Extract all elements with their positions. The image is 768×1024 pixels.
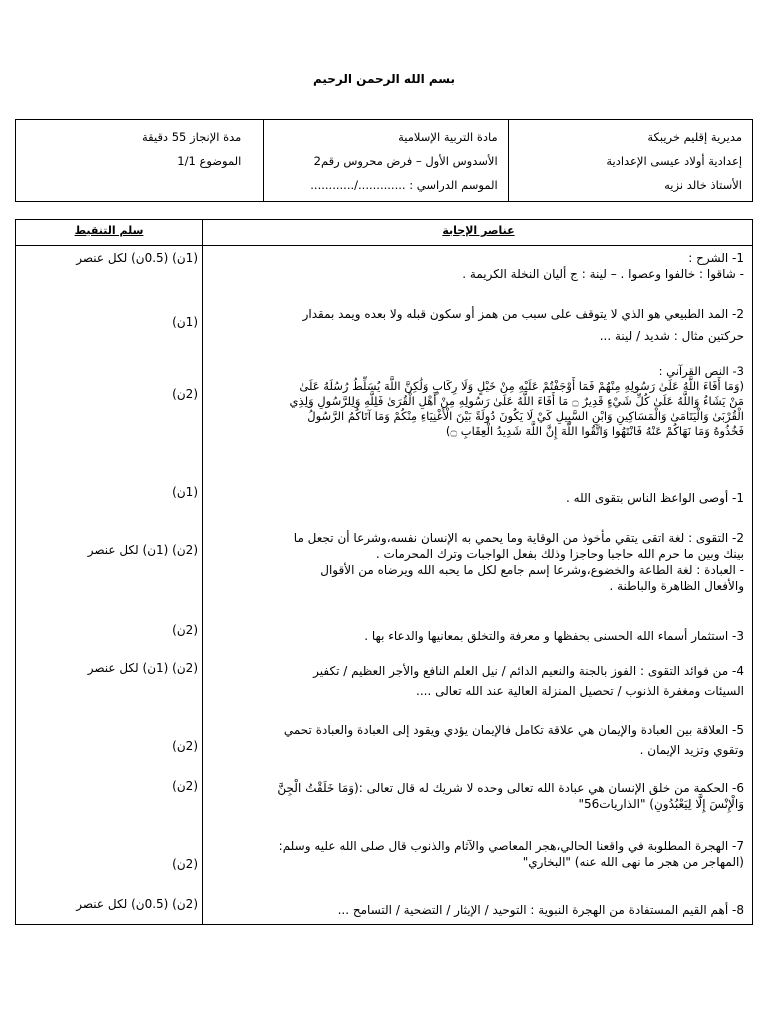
- answer-line: والأفعال الظاهرة والباطنة .: [609, 579, 744, 593]
- answer-line: 4- من فوائد التقوى : الفوز بالجنة والنعيم الدائم / نيل العلم النافع والأجر العظيم / تكفير: [313, 664, 744, 678]
- answer-line: السيئات ومغفرة الذنوب / تحصيل المنزلة العالية عند الله تعالى ....: [416, 684, 744, 698]
- header-subject-number: الموضوع 1/1: [177, 154, 242, 168]
- score-cell: (2ن): [172, 387, 198, 401]
- answer-item: [212, 628, 744, 644]
- header-semester: الأسدوس الأول – فرض محروس رقم2: [313, 154, 498, 168]
- quran-line: فَخُذُوهُ وَمَا نَهَاكُمْ عَنْهُ فَانْتَهُوا وَاتَّقُوا اللَّهَ إِنَّ اللَّهَ شَدِيدُ الْعِقَابِ ۝): [445, 424, 744, 438]
- answer-item: [212, 250, 744, 282]
- answer-line: وتقوي وتزيد الإيمان .: [639, 743, 744, 757]
- header-school-info: [508, 120, 752, 201]
- score-cell: (2ن): [172, 623, 198, 637]
- header-subject: مادة التربية الإسلامية: [398, 130, 498, 144]
- answer-item: [212, 838, 744, 870]
- header-exam-info: [16, 120, 263, 201]
- answer-item: [212, 663, 744, 699]
- answer-line: وَالْإِنْسَ إِلَّا لِيَعْبُدُونِ) "الذاريات56": [578, 797, 744, 811]
- column-header-scores: سلم التنقيط: [74, 224, 144, 237]
- score-cell: (2ن) (1ن) لكل عنصر: [87, 543, 198, 557]
- answer-line: بينك وبين ما حرم الله حاجبا وحاجزا وذلك بفعل الواجبات وترك المحرمات .: [375, 547, 744, 561]
- quran-line: (وَمَا أَفَاءَ اللَّهُ عَلَىٰ رَسُولِهِ مِنْهُمْ فَمَا أَوْجَفْتُمْ عَلَيْهِ مِنْ خَيْلٍ وَلَا رِكَابٍ وَلَٰكِنَّ اللَّهَ يُسَلِّطُ رُسُلَهُ عَلَىٰ: [299, 379, 744, 393]
- answer-item: [212, 780, 744, 812]
- header-subject-info: [263, 120, 507, 201]
- answer-item: [212, 364, 744, 439]
- answer-line: حركتين مثال : شديد / لينة ...: [599, 329, 744, 343]
- score-cell: (2ن) (1ن) لكل عنصر: [87, 661, 198, 675]
- answer-line: 1- الشرح :: [688, 251, 744, 265]
- column-divider: [202, 220, 203, 924]
- score-cell: (2ن): [172, 739, 198, 753]
- answer-item: [212, 530, 744, 594]
- header-school-year: الموسم الدراسي : ............./............: [310, 178, 498, 192]
- grading-table: [15, 219, 753, 925]
- answer-line: 1- أوصى الواعظ الناس بتقوى الله .: [565, 491, 744, 505]
- score-cell: (2ن): [172, 779, 198, 793]
- score-cell: (1ن): [172, 485, 198, 499]
- header-table: [15, 119, 753, 202]
- answer-item: [212, 722, 744, 758]
- answer-line: - شاقوا : خالفوا وعصوا . – لينة : ج أليان النخلة الكريمة .: [462, 267, 744, 281]
- answer-line: (المهاجر من هجر ما نهى الله عنه) "البخاري": [522, 855, 744, 869]
- answer-line: 5- العلاقة بين العبادة والإيمان هي علاقة تكامل فالإيمان يؤدي ويقود إلى العبادة والعبادة تحمي: [283, 723, 744, 737]
- answer-line: 8- أهم القيم المستفادة من الهجرة النبوية : التوحيد / الإيثار / التضحية / التسامح ...: [337, 903, 744, 917]
- answer-line: 6- الحكمة من خلق الإنسان هي عبادة الله تعالى وحده لا شريك له قال تعالى :(وَمَا خَلَقْتُ الْجِنَّ: [277, 781, 744, 795]
- header-teacher: الأستاذ خالد نزيه: [664, 178, 743, 192]
- answer-item: [212, 902, 744, 918]
- answer-line: 3- استثمار أسماء الله الحسنى بحفظها و معرفة والتخلق بمعانيها والدعاء بها .: [364, 629, 744, 643]
- basmala-heading: بسم الله الرحمن الرحيم: [312, 72, 456, 86]
- score-cell: (1ن) (0.5ن) لكل عنصر: [76, 251, 198, 265]
- answer-line: 7- الهجرة المطلوبة في واقعنا الحالي،هجر المعاصي والآثام والذنوب قال صلى الله عليه وسلم:: [278, 839, 744, 853]
- answer-line: - العبادة : لغة الطاعة والخضوع،وشرعا إسم جامع لكل ما يحبه الله ويرضاه من الأقوال: [320, 563, 744, 577]
- quran-line: مَنْ يَشَاءُ وَاللَّهُ عَلَىٰ كُلِّ شَيْءٍ قَدِيرٌ ۝ مَا أَفَاءَ اللَّهُ عَلَىٰ رَسُولِهِ مِنْ أَهْلِ الْقُرَىٰ فَلِلَّهِ وَلِلرَّسُولِ وَلِذِي: [289, 394, 744, 408]
- column-header-answers: عناصر الإجابة: [442, 224, 515, 237]
- answer-line: 2- المد الطبيعي هو الذي لا يتوقف على سبب من همز أو سكون قبله ولا بعده ويمد بمقدار: [302, 307, 744, 321]
- score-cell: (2ن): [172, 857, 198, 871]
- answer-line: 3- النص القرآني :: [658, 364, 744, 378]
- header-school: إعدادية أولاد عيسى الإعدادية: [606, 154, 743, 168]
- quran-line: الْقُرْبَىٰ وَالْيَتَامَىٰ وَالْمَسَاكِينِ وَابْنِ السَّبِيلِ كَيْ لَا يَكُونَ دُولَةً بَيْنَ الْأَغْنِيَاءِ مِنْكُمْ وَمَا آتَاكُمُ الرَّسُولُ: [307, 409, 744, 423]
- header-duration: مدة الإنجاز 55 دقيقة: [141, 130, 242, 144]
- header-row-divider: [16, 245, 752, 246]
- answer-item: [212, 490, 744, 506]
- score-cell: (2ن) (0.5ن) لكل عنصر: [76, 897, 198, 911]
- answer-item: [212, 306, 744, 344]
- header-directorate: مديرية إقليم خريبكة: [647, 130, 743, 144]
- answer-line: 2- التقوى : لغة اتقى يتقي مأخوذ من الوقاية وما يحمي به الإنسان نفسه،وشرعا أن تجعل ما: [293, 531, 744, 545]
- score-cell: (1ن): [172, 315, 198, 329]
